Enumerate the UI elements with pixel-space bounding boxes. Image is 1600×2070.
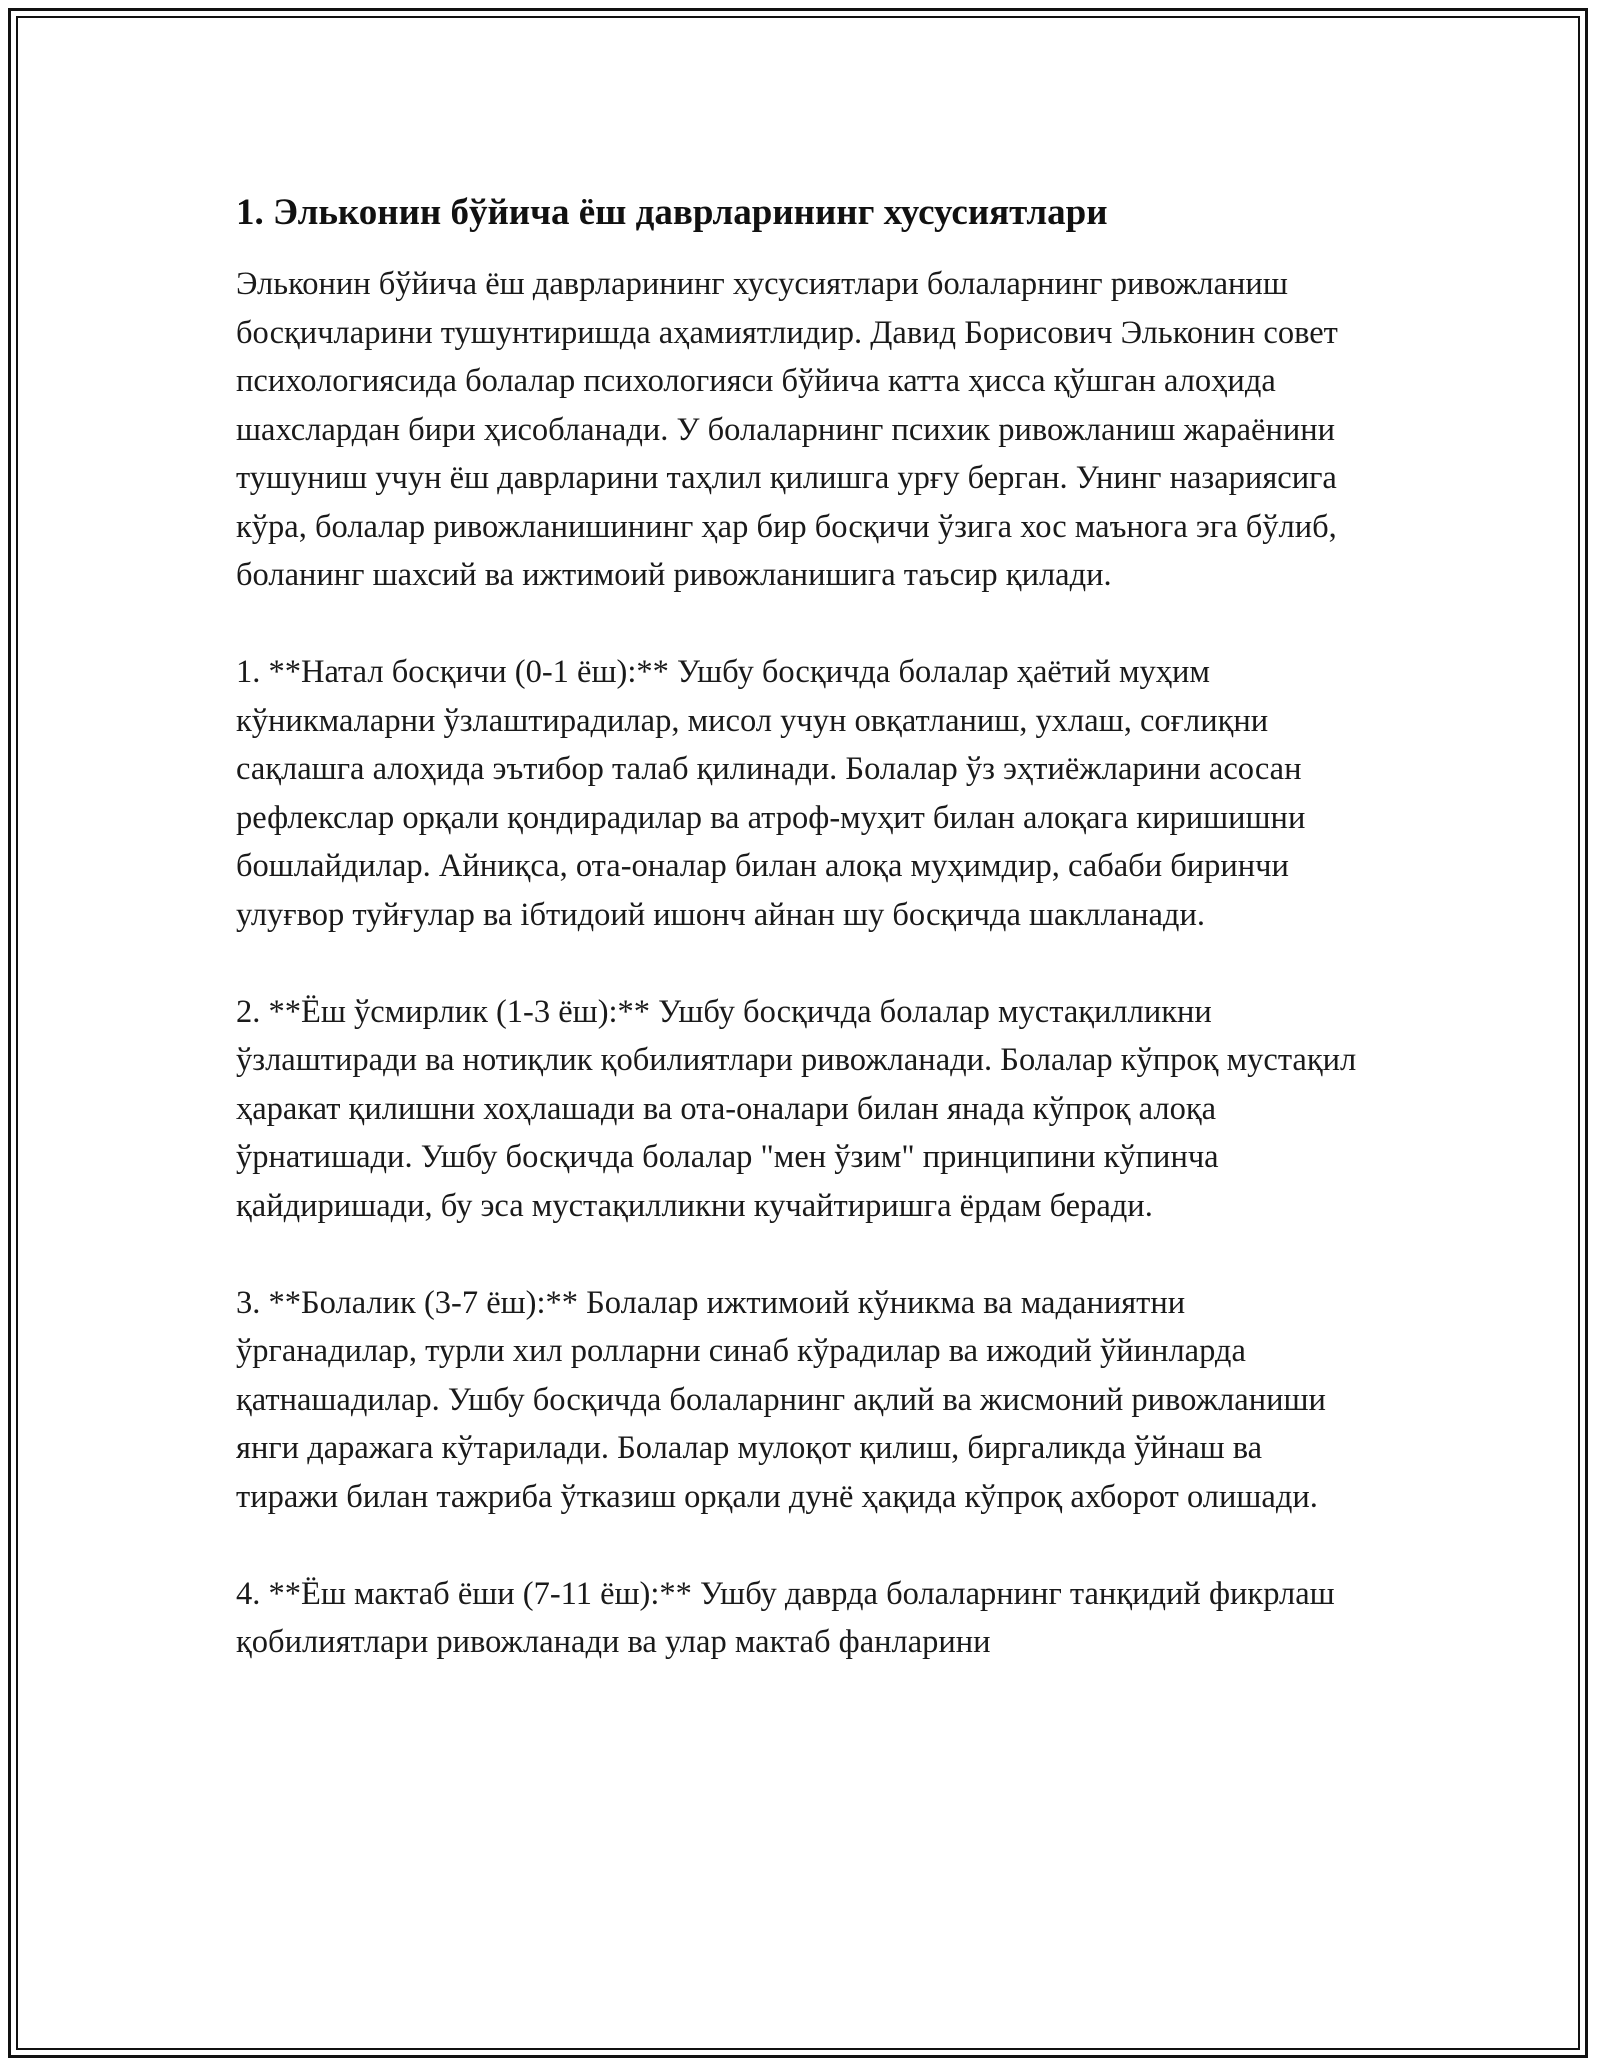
document-body [236, 188, 1366, 1715]
paragraph-intro: Эльконин бўйича ёш даврларининг хусусиятлари болаларнинг ривожланиш босқичларини тушунтиришда аҳамиятлидир. Давид Борисович Эльконин совет психологиясида болалар психологияси бўйича катта ҳисса қўшган алоҳида шахслардан бири ҳисобланади. У болаларнинг психик ривожланиш жараёнини тушуниш учун ёш даврларини таҳлил қилишга урғу берган. Унинг назариясига кўра, болалар ривожланишининг ҳар бир босқичи ўзига хос маънога эга бўлиб, боланинг шахсий ва ижтимоий ривожланишига таъсир қилади. [236, 266, 1338, 593]
paragraph-stage-4: 4. **Ёш мактаб ёши (7-11 ёш):** Ушбу даврда болаларнинг танқидий фикрлаш қобилиятлари ривожланади ва улар мактаб фанларини [236, 1575, 1335, 1660]
paragraph-stage-1: 1. **Натал босқичи (0-1 ёш):** Ушбу босқичда болалар ҳаётий муҳим кўникмаларни ўзлаштирадилар, мисол учун овқатланиш, ухлаш, соғлиқни сақлашга алоҳида эътибор талаб қилинади. Болалар ўз эҳтиёжларини асосан рефлекслар орқали қондирадилар ва атроф-муҳит билан алоқага киришишни бошлайдилар. Айниқса, ота-оналар билан алоқа муҳимдир, сабаби биринчи улуғвор туйғулар ва iбтидоий ишонч айнан шу босқичда шаклланади. [236, 654, 1306, 933]
paragraph-stage-2: 2. **Ёш ўсмирлик (1-3 ёш):** Ушбу босқичда болалар мустақилликни ўзлаштиради ва нотиқлик қобилиятлари ривожланади. Болалар кўпроқ мустақил ҳаракат қилишни хоҳлашади ва ота-оналари билан янада кўпроқ алоқа ўрнатишади. Ушбу босқичда болалар "мен ўзим" принципини кўпинча қайдиришади, бу эса мустақилликни кучайтиришга ёрдам беради. [236, 993, 1357, 1224]
paragraph-stage-3: 3. **Болалик (3-7 ёш):** Болалар ижтимоий кўникма ва маданиятни ўрганадилар, турли хил ролларни синаб кўрадилар ва ижодий ўйинларда қатнашадилар. Ушбу босқичда болаларнинг ақлий ва жисмоний ривожланиши янги даражага кўтарилади. Болалар мулоқот қилиш, биргаликда ўйнаш ва тиражи билан тажриба ўтказиш орқали дунё ҳақида кўпроқ ахборот олишади. [236, 1284, 1326, 1515]
document-title: 1. Эльконин бўйича ёш даврларининг хусусиятлари [236, 192, 1108, 233]
